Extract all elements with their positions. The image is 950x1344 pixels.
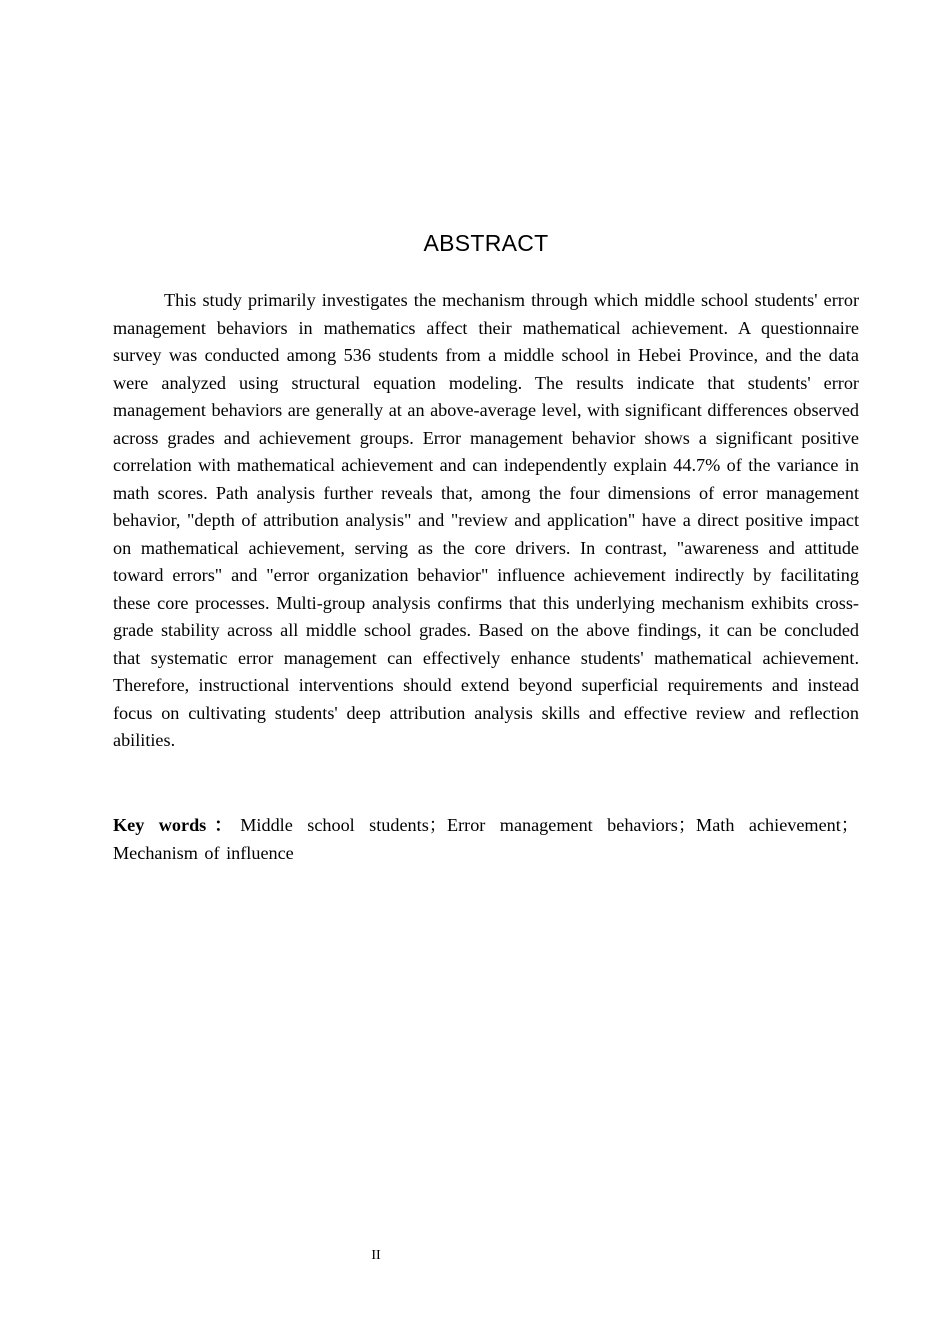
abstract-title: ABSTRACT: [423, 230, 549, 256]
keywords-paragraph: [113, 812, 859, 867]
keywords-label: Key words：: [113, 815, 241, 835]
abstract-body: This study primarily investigates the mechanism through which middle school students' error management behaviors in mathematics affect their mathematical achievement. A questionnaire survey was conducted among 536 students from a middle school in Hebei Province, and the data were analyzed using structural equation modeling. The results indicate that students' error management behaviors are generally at an above-average level, with significant differences observed across grades and achievement groups. Error management behavior shows a significant positive correlation with mathematical achievement and can independently explain 44.7% of the variance in math scores. Path analysis further reveals that, among the four dimensions of error management behavior, "depth of attribution analysis" and "review and application" have a direct positive impact on mathematical achievement, serving as the core drivers. In contrast, "awareness and attitude toward errors" and "error organization behavior" influence achievement indirectly by facilitating these core processes. Multi-group analysis confirms that this underlying mechanism exhibits cross-grade stability across all middle school grades. Based on the above findings, it can be concluded that systematic error management can effectively enhance students' mathematical achievement. Therefore, instructional interventions should extend beyond superficial requirements and instead focus on cultivating students' deep attribution analysis skills and effective review and reflection abilities.: [113, 290, 859, 750]
page-number: II: [371, 1248, 381, 1263]
keywords-text: Middle school students；Error management behaviors；Math achievement；Mechanism of influence: [113, 815, 859, 863]
